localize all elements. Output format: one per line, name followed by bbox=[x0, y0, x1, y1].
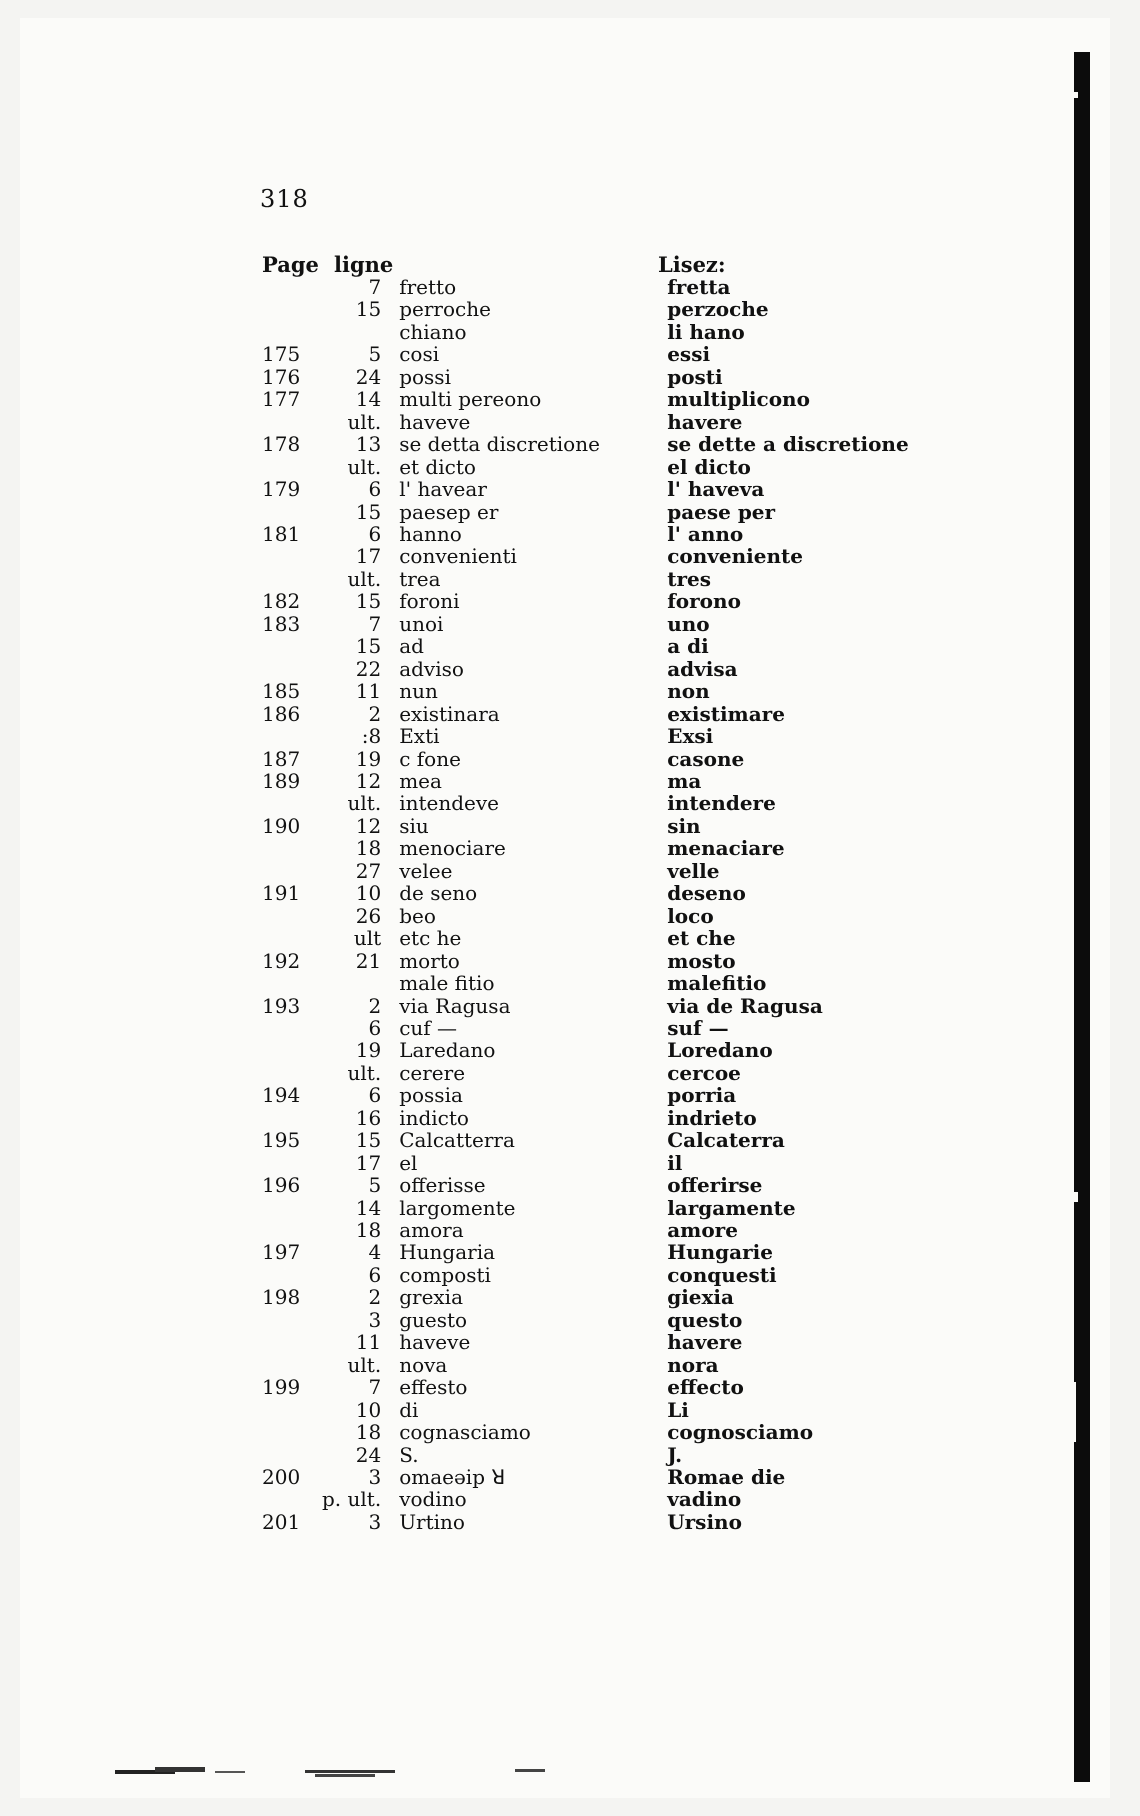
errata-wrong: existinara bbox=[399, 701, 500, 726]
errata-row bbox=[250, 1107, 950, 1129]
errata-row bbox=[250, 523, 950, 545]
errata-line: ult. bbox=[347, 409, 382, 434]
errata-correction: Loredano bbox=[667, 1038, 773, 1063]
errata-page: 192 bbox=[262, 948, 301, 973]
errata-correction: indrieto bbox=[667, 1105, 757, 1130]
errata-line: 15 bbox=[355, 297, 382, 322]
errata-wrong: multi pereono bbox=[399, 387, 542, 412]
errata-line: ult. bbox=[347, 454, 382, 479]
errata-row bbox=[250, 276, 950, 298]
errata-wrong: mea bbox=[399, 768, 442, 793]
errata-wrong: male fitio bbox=[399, 971, 495, 996]
errata-correction: J. bbox=[667, 1442, 683, 1467]
errata-line: 24 bbox=[355, 364, 382, 389]
errata-wrong: velee bbox=[399, 858, 453, 883]
errata-line: 14 bbox=[355, 387, 382, 412]
errata-page bbox=[250, 1152, 322, 1174]
errata-wrong: intendeve bbox=[399, 791, 500, 816]
errata-line: 13 bbox=[355, 432, 382, 457]
errata-wrong: trea bbox=[399, 566, 441, 591]
errata-correction: sin bbox=[667, 813, 701, 838]
errata-wrong: menociare bbox=[399, 836, 506, 861]
errata-row bbox=[250, 568, 950, 590]
errata-row bbox=[250, 1354, 950, 1376]
errata-page: 190 bbox=[262, 813, 301, 838]
errata-correction: deseno bbox=[667, 881, 746, 906]
errata-row bbox=[250, 950, 950, 972]
errata-wrong: convenienti bbox=[399, 544, 517, 569]
errata-wrong: effesto bbox=[399, 1375, 468, 1400]
errata-line: 6 bbox=[368, 477, 382, 502]
errata-wrong: cerere bbox=[399, 1060, 466, 1085]
errata-wrong: beo bbox=[399, 903, 436, 928]
errata-correction: non bbox=[667, 679, 710, 704]
errata-row bbox=[250, 1174, 950, 1196]
header-read: Lisez: bbox=[658, 252, 726, 277]
errata-page bbox=[250, 501, 322, 523]
errata-page: 185 bbox=[262, 679, 301, 704]
errata-line: 15 bbox=[355, 499, 382, 524]
errata-correction: et che bbox=[667, 926, 736, 951]
errata-line: 5 bbox=[368, 1173, 382, 1198]
errata-correction: amore bbox=[667, 1218, 738, 1243]
errata-correction: li hano bbox=[667, 319, 745, 344]
errata-page: 191 bbox=[262, 881, 301, 906]
errata-correction: perzoche bbox=[667, 297, 769, 322]
errata-line: 15 bbox=[355, 1128, 382, 1153]
errata-line: 15 bbox=[355, 589, 382, 614]
errata-correction: largamente bbox=[667, 1195, 796, 1220]
errata-row bbox=[250, 860, 950, 882]
errata-wrong: grexia bbox=[399, 1285, 464, 1310]
errata-line: 11 bbox=[355, 1330, 382, 1355]
errata-row bbox=[250, 905, 950, 927]
errata-row bbox=[250, 321, 950, 343]
errata-line: 11 bbox=[355, 679, 382, 704]
errata-page bbox=[250, 1017, 322, 1039]
errata-page: 187 bbox=[262, 746, 301, 771]
errata-page: 193 bbox=[262, 993, 301, 1018]
errata-correction: conquesti bbox=[667, 1262, 777, 1287]
errata-correction: essi bbox=[667, 342, 711, 367]
errata-page bbox=[250, 1197, 322, 1219]
errata-wrong: Calcatterra bbox=[399, 1128, 515, 1153]
errata-line: 22 bbox=[355, 656, 382, 681]
errata-wrong: morto bbox=[399, 948, 460, 973]
errata-correction: via de Ragusa bbox=[667, 993, 823, 1018]
errata-page bbox=[250, 1331, 322, 1353]
errata-line: 24 bbox=[355, 1442, 382, 1467]
errata-wrong: S. bbox=[399, 1442, 419, 1467]
errata-line: 19 bbox=[355, 746, 382, 771]
errata-page: 176 bbox=[262, 364, 301, 389]
errata-page: 197 bbox=[262, 1240, 301, 1265]
errata-row bbox=[250, 545, 950, 567]
errata-correction: effecto bbox=[667, 1375, 744, 1400]
errata-line: 17 bbox=[355, 1150, 382, 1175]
errata-row bbox=[250, 635, 950, 657]
errata-correction: mosto bbox=[667, 948, 736, 973]
errata-row bbox=[250, 1084, 950, 1106]
errata-wrong: Urtino bbox=[399, 1509, 465, 1534]
errata-row bbox=[250, 1152, 950, 1174]
errata-correction: cognosciamo bbox=[667, 1420, 814, 1445]
errata-wrong: se detta discretione bbox=[399, 432, 600, 457]
errata-wrong: possi bbox=[399, 364, 451, 389]
errata-page bbox=[250, 860, 322, 882]
errata-page: 201 bbox=[262, 1509, 301, 1534]
errata-line: 26 bbox=[355, 903, 382, 928]
errata-correction: cercoe bbox=[667, 1060, 741, 1085]
errata-row bbox=[250, 1421, 950, 1443]
errata-line: 19 bbox=[355, 1038, 382, 1063]
errata-page: 186 bbox=[262, 701, 301, 726]
errata-correction: velle bbox=[667, 858, 720, 883]
errata-row bbox=[250, 1511, 950, 1533]
errata-correction: questo bbox=[667, 1307, 743, 1332]
errata-correction: advisa bbox=[667, 656, 738, 681]
errata-row bbox=[250, 1399, 950, 1421]
errata-line bbox=[322, 321, 395, 343]
errata-row bbox=[250, 613, 950, 635]
errata-row bbox=[250, 1219, 950, 1241]
errata-row bbox=[250, 501, 950, 523]
errata-page bbox=[250, 276, 322, 298]
errata-page bbox=[250, 1399, 322, 1421]
errata-page bbox=[250, 456, 322, 478]
errata-correction: l' haveva bbox=[667, 477, 765, 502]
errata-row bbox=[250, 1129, 950, 1151]
errata-row bbox=[250, 1331, 950, 1353]
errata-row bbox=[250, 433, 950, 455]
errata-wrong: unoi bbox=[399, 611, 444, 636]
errata-line: ult bbox=[353, 926, 382, 951]
errata-page bbox=[250, 1107, 322, 1129]
errata-row bbox=[250, 1264, 950, 1286]
errata-wrong: Laredano bbox=[399, 1038, 496, 1063]
errata-line: ult. bbox=[347, 566, 382, 591]
errata-row bbox=[250, 1062, 950, 1084]
errata-correction: Calcaterra bbox=[667, 1128, 785, 1153]
errata-correction: malefitio bbox=[667, 971, 767, 996]
errata-correction: il bbox=[667, 1150, 683, 1175]
errata-line: 4 bbox=[368, 1240, 382, 1265]
errata-line: 18 bbox=[355, 836, 382, 861]
errata-correction: existimare bbox=[667, 701, 785, 726]
errata-page bbox=[250, 837, 322, 859]
errata-wrong: haveve bbox=[399, 1330, 471, 1355]
errata-line: 14 bbox=[355, 1195, 382, 1220]
errata-row bbox=[250, 456, 950, 478]
errata-page bbox=[250, 635, 322, 657]
header-line: ligne bbox=[334, 252, 394, 277]
errata-page bbox=[250, 927, 322, 949]
errata-row bbox=[250, 927, 950, 949]
errata-page: 181 bbox=[262, 521, 301, 546]
errata-wrong: amora bbox=[399, 1218, 464, 1243]
errata-row bbox=[250, 837, 950, 859]
errata-line: ult. bbox=[347, 1060, 382, 1085]
errata-line: 27 bbox=[355, 858, 382, 883]
errata-line: ult. bbox=[347, 1352, 382, 1377]
errata-wrong: guesto bbox=[399, 1307, 468, 1332]
errata-wrong: Hungaria bbox=[399, 1240, 496, 1265]
errata-row bbox=[250, 680, 950, 702]
errata-row bbox=[250, 388, 950, 410]
errata-row bbox=[250, 995, 950, 1017]
errata-row bbox=[250, 792, 950, 814]
errata-wrong: via Ragusa bbox=[399, 993, 511, 1018]
errata-line: 2 bbox=[368, 701, 382, 726]
errata-page: 196 bbox=[262, 1173, 301, 1198]
page-binding-edge bbox=[1074, 52, 1090, 1782]
errata-row bbox=[250, 1241, 950, 1263]
errata-line: :8 bbox=[361, 724, 382, 749]
errata-wrong: composti bbox=[399, 1262, 491, 1287]
errata-correction: se dette a discretione bbox=[667, 432, 909, 457]
errata-page: 177 bbox=[262, 387, 301, 412]
errata-correction: a di bbox=[667, 634, 709, 659]
errata-wrong: cosi bbox=[399, 342, 440, 367]
errata-row bbox=[250, 1444, 950, 1466]
header-page: Page bbox=[262, 252, 319, 277]
errata-wrong: chiano bbox=[399, 319, 467, 344]
errata-page: 183 bbox=[262, 611, 301, 636]
errata-row bbox=[250, 703, 950, 725]
errata-wrong: omaeəip ꓤ bbox=[399, 1465, 506, 1490]
errata-page: 179 bbox=[262, 477, 301, 502]
errata-row bbox=[250, 1286, 950, 1308]
errata-page: 199 bbox=[262, 1375, 301, 1400]
errata-correction: ma bbox=[667, 768, 702, 793]
errata-page bbox=[250, 905, 322, 927]
errata-page bbox=[250, 1488, 322, 1510]
errata-row bbox=[250, 725, 950, 747]
errata-wrong: indicto bbox=[399, 1105, 469, 1130]
errata-correction: giexia bbox=[667, 1285, 734, 1310]
errata-page bbox=[250, 298, 322, 320]
errata-table bbox=[250, 276, 950, 1533]
errata-page: 195 bbox=[262, 1128, 301, 1153]
errata-correction: fretta bbox=[667, 275, 731, 299]
errata-wrong: possia bbox=[399, 1083, 463, 1108]
errata-row bbox=[250, 1376, 950, 1398]
errata-row bbox=[250, 1309, 950, 1331]
errata-page: 189 bbox=[262, 768, 301, 793]
errata-page bbox=[250, 1354, 322, 1376]
errata-wrong: nova bbox=[399, 1352, 448, 1377]
errata-row bbox=[250, 411, 950, 433]
errata-row bbox=[250, 343, 950, 365]
errata-row bbox=[250, 770, 950, 792]
errata-line: 6 bbox=[368, 521, 382, 546]
errata-row bbox=[250, 882, 950, 904]
errata-line: 18 bbox=[355, 1218, 382, 1243]
errata-page bbox=[250, 1264, 322, 1286]
errata-correction: multiplicono bbox=[667, 387, 810, 412]
errata-row bbox=[250, 590, 950, 612]
errata-correction: casone bbox=[667, 746, 745, 771]
errata-line: 2 bbox=[368, 1285, 382, 1310]
errata-line bbox=[322, 972, 395, 994]
errata-row bbox=[250, 748, 950, 770]
errata-line: p. ult. bbox=[322, 1487, 382, 1512]
errata-wrong: nun bbox=[399, 679, 438, 704]
errata-correction: Romae die bbox=[667, 1465, 786, 1490]
errata-line: 10 bbox=[355, 1397, 382, 1422]
errata-page: 182 bbox=[262, 589, 301, 614]
errata-line: 7 bbox=[368, 611, 382, 636]
errata-wrong: vodino bbox=[399, 1487, 467, 1512]
errata-line: 5 bbox=[368, 342, 382, 367]
errata-row bbox=[250, 658, 950, 680]
errata-page: 200 bbox=[262, 1465, 301, 1490]
errata-page bbox=[250, 1444, 322, 1466]
errata-wrong: ad bbox=[399, 634, 424, 659]
errata-correction: forono bbox=[667, 589, 741, 614]
errata-wrong: offerisse bbox=[399, 1173, 486, 1198]
scan-artifact bbox=[115, 1764, 555, 1778]
errata-correction: uno bbox=[667, 611, 710, 636]
errata-wrong: hanno bbox=[399, 521, 462, 546]
errata-wrong: cognasciamo bbox=[399, 1420, 531, 1445]
errata-page bbox=[250, 658, 322, 680]
errata-correction: loco bbox=[667, 903, 714, 928]
errata-correction: posti bbox=[667, 364, 723, 389]
errata-line: 17 bbox=[355, 544, 382, 569]
errata-correction: paese per bbox=[667, 499, 776, 524]
errata-line: 16 bbox=[355, 1105, 382, 1130]
errata-wrong: adviso bbox=[399, 656, 464, 681]
errata-line: 3 bbox=[368, 1465, 382, 1490]
errata-line: 3 bbox=[368, 1307, 382, 1332]
errata-page bbox=[250, 321, 322, 343]
errata-wrong: largomente bbox=[399, 1195, 516, 1220]
errata-wrong: de seno bbox=[399, 881, 478, 906]
errata-row bbox=[250, 366, 950, 388]
errata-wrong: fretto bbox=[399, 275, 457, 299]
errata-correction: havere bbox=[667, 409, 743, 434]
errata-page bbox=[250, 1309, 322, 1331]
errata-line: 3 bbox=[368, 1509, 382, 1534]
errata-correction: Hungarie bbox=[667, 1240, 773, 1265]
errata-wrong: di bbox=[399, 1397, 419, 1422]
errata-row bbox=[250, 972, 950, 994]
errata-page: 178 bbox=[262, 432, 301, 457]
errata-correction: vadino bbox=[667, 1487, 742, 1512]
errata-line: 18 bbox=[355, 1420, 382, 1445]
errata-correction: Exsi bbox=[667, 724, 714, 749]
errata-wrong: foroni bbox=[399, 589, 460, 614]
errata-correction: porria bbox=[667, 1083, 737, 1108]
errata-wrong: cuf — bbox=[399, 1015, 458, 1040]
errata-wrong: etc he bbox=[399, 926, 462, 951]
errata-line: 12 bbox=[355, 768, 382, 793]
errata-page bbox=[250, 1421, 322, 1443]
errata-correction: menaciare bbox=[667, 836, 785, 861]
errata-row bbox=[250, 815, 950, 837]
errata-line: 2 bbox=[368, 993, 382, 1018]
errata-row bbox=[250, 478, 950, 500]
errata-wrong: paesep er bbox=[399, 499, 499, 524]
errata-wrong: l' havear bbox=[399, 477, 487, 502]
errata-page bbox=[250, 568, 322, 590]
errata-wrong: perroche bbox=[399, 297, 491, 322]
errata-wrong: c fone bbox=[399, 746, 461, 771]
errata-line: 7 bbox=[368, 275, 382, 299]
errata-page bbox=[250, 1219, 322, 1241]
errata-line: 21 bbox=[355, 948, 382, 973]
errata-page: 194 bbox=[262, 1083, 301, 1108]
errata-wrong: haveve bbox=[399, 409, 471, 434]
errata-page bbox=[250, 972, 322, 994]
errata-page bbox=[250, 1062, 322, 1084]
errata-correction: intendere bbox=[667, 791, 776, 816]
errata-page bbox=[250, 545, 322, 567]
errata-line: 10 bbox=[355, 881, 382, 906]
errata-row bbox=[250, 1466, 950, 1488]
errata-wrong: Exti bbox=[399, 724, 440, 749]
errata-page: 198 bbox=[262, 1285, 301, 1310]
page-number: 318 bbox=[260, 185, 309, 213]
errata-wrong: et dicto bbox=[399, 454, 476, 479]
errata-page bbox=[250, 411, 322, 433]
errata-row bbox=[250, 1488, 950, 1510]
errata-line: 6 bbox=[368, 1262, 382, 1287]
errata-line: 6 bbox=[368, 1015, 382, 1040]
errata-correction: Ursino bbox=[667, 1509, 742, 1534]
errata-page bbox=[250, 792, 322, 814]
errata-page: 175 bbox=[262, 342, 301, 367]
errata-row bbox=[250, 1039, 950, 1061]
errata-line: ult. bbox=[347, 791, 382, 816]
errata-correction: havere bbox=[667, 1330, 743, 1355]
errata-wrong: el bbox=[399, 1150, 418, 1175]
errata-wrong: siu bbox=[399, 813, 429, 838]
errata-correction: offerirse bbox=[667, 1173, 763, 1198]
errata-correction: nora bbox=[667, 1352, 719, 1377]
errata-line: 6 bbox=[368, 1083, 382, 1108]
errata-correction: suf — bbox=[667, 1015, 729, 1040]
errata-row bbox=[250, 298, 950, 320]
errata-line: 15 bbox=[355, 634, 382, 659]
errata-correction: tres bbox=[667, 566, 711, 591]
errata-row bbox=[250, 1197, 950, 1219]
errata-page bbox=[250, 1039, 322, 1061]
errata-page bbox=[250, 725, 322, 747]
errata-correction: conveniente bbox=[667, 544, 803, 569]
errata-line: 7 bbox=[368, 1375, 382, 1400]
errata-row bbox=[250, 1017, 950, 1039]
errata-line: 12 bbox=[355, 813, 382, 838]
errata-correction: Li bbox=[667, 1397, 689, 1422]
errata-correction: l' anno bbox=[667, 521, 744, 546]
errata-correction: el dicto bbox=[667, 454, 751, 479]
